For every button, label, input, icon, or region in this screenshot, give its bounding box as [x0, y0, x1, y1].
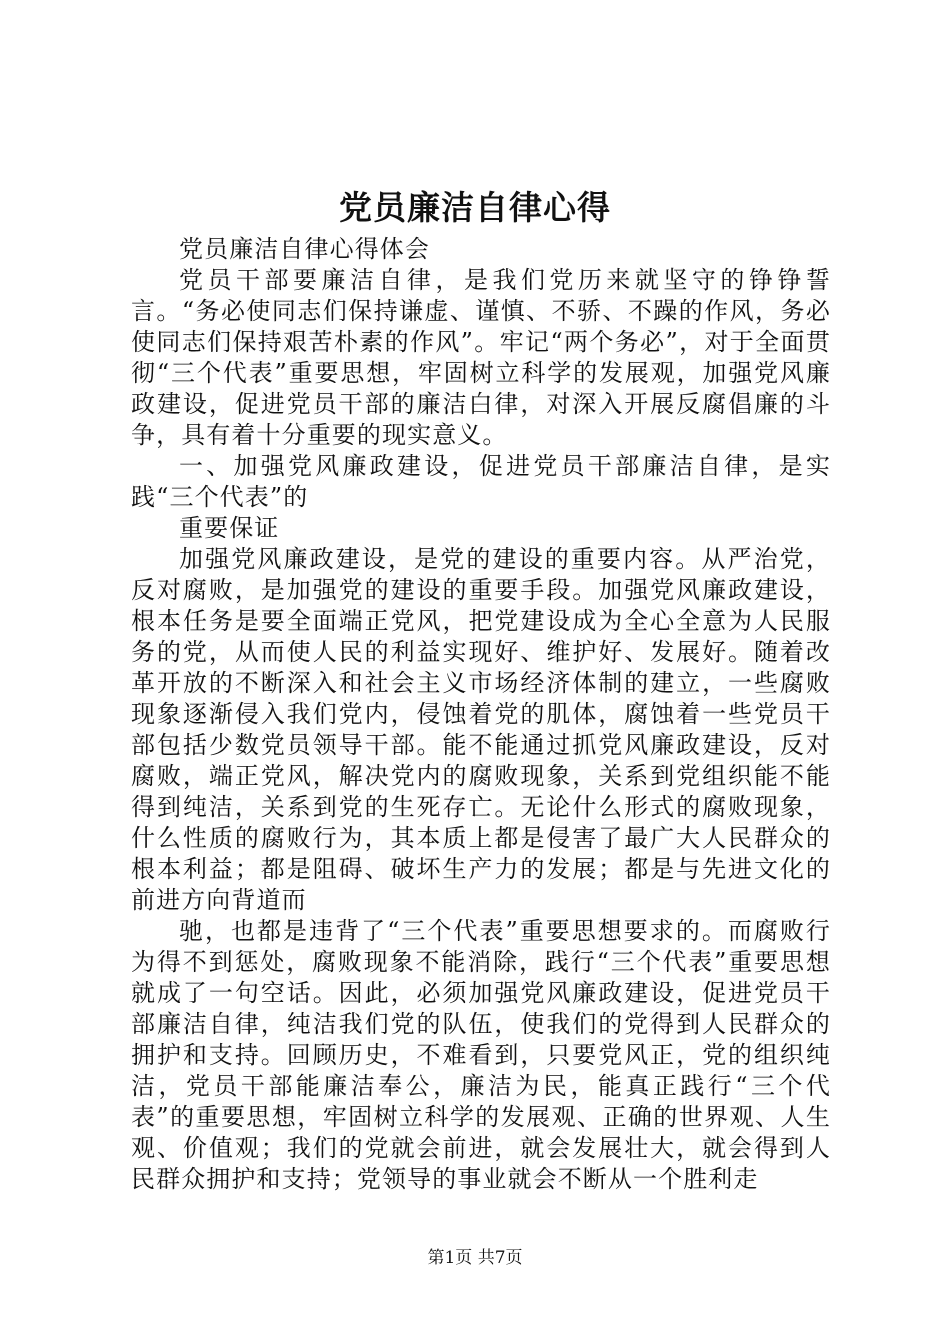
- document-body: [131, 234, 831, 1195]
- paragraph-section-1-b: 驰，也都是违背了“三个代表”重要思想要求的。而腐败行为得不到惩处，腐败现象不能消除，践行“三个代表”重要思想就成了一句空话。因此，必须加强党风廉政建设，促进党员干部廉洁自律，纯洁我们党的队伍，使我们的党得到人民群众的拥护和支持。回顾历史，不难看到，只要党风正，党的组织纯洁，党员干部能廉洁奉公，廉洁为民，能真正践行“三个代表”的重要思想，牢固树立科学的发展观、正确的世界观、人生观、价值观；我们的党就会前进，就会发展壮大，就会得到人民群众拥护和支持；党领导的事业就会不断从一个胜利走: [131, 917, 831, 1193]
- section-heading-1-continued: 重要保证: [179, 514, 280, 542]
- section-heading-1: 一、加强党风廉政建设，促进党员干部廉洁自律，是实践“三个代表”的: [131, 452, 831, 511]
- document-title: 党员廉洁自律心得: [339, 188, 611, 227]
- paragraph-subtitle: 党员廉洁自律心得体会: [179, 235, 430, 263]
- page-number-footer: 第1页 共7页: [427, 1248, 523, 1268]
- paragraph-section-1-a: 加强党风廉政建设，是党的建设的重要内容。从严治党，反对腐败，是加强党的建设的重要手段。加强党风廉政建设，根本任务是要全面端正党风，把党建设成为全心全意为人民服务的党，从而使人民的利益实现好、维护好、发展好。随着改革开放的不断深入和社会主义市场经济体制的建立，一些腐败现象逐渐侵入我们党内，侵蚀着党的肌体，腐蚀着一些党员干部包括少数党员领导干部。能不能通过抓党风廉政建设，反对腐败，端正党风，解决党内的腐败现象，关系到党组织能不能得到纯洁，关系到党的生死存亡。无论什么形式的腐败现象，什么性质的腐败行为，其本质上都是侵害了最广大人民群众的根本利益；都是阻碍、破坏生产力的发展；都是与先进文化的前进方向背道而: [131, 545, 831, 914]
- paragraph-intro: 党员干部要廉洁自律，是我们党历来就坚守的铮铮誓言。“务必使同志们保持谦虚、谨慎、不骄、不躁的作风，务必使同志们保持艰苦朴素的作风”。牢记“两个务必”，对于全面贯彻“三个代表”重要思想，牢固树立科学的发展观，加强党风廉政建设，促进党员干部的廉洁白律，对深入开展反腐倡廉的斗争，具有着十分重要的现实意义。: [131, 266, 831, 449]
